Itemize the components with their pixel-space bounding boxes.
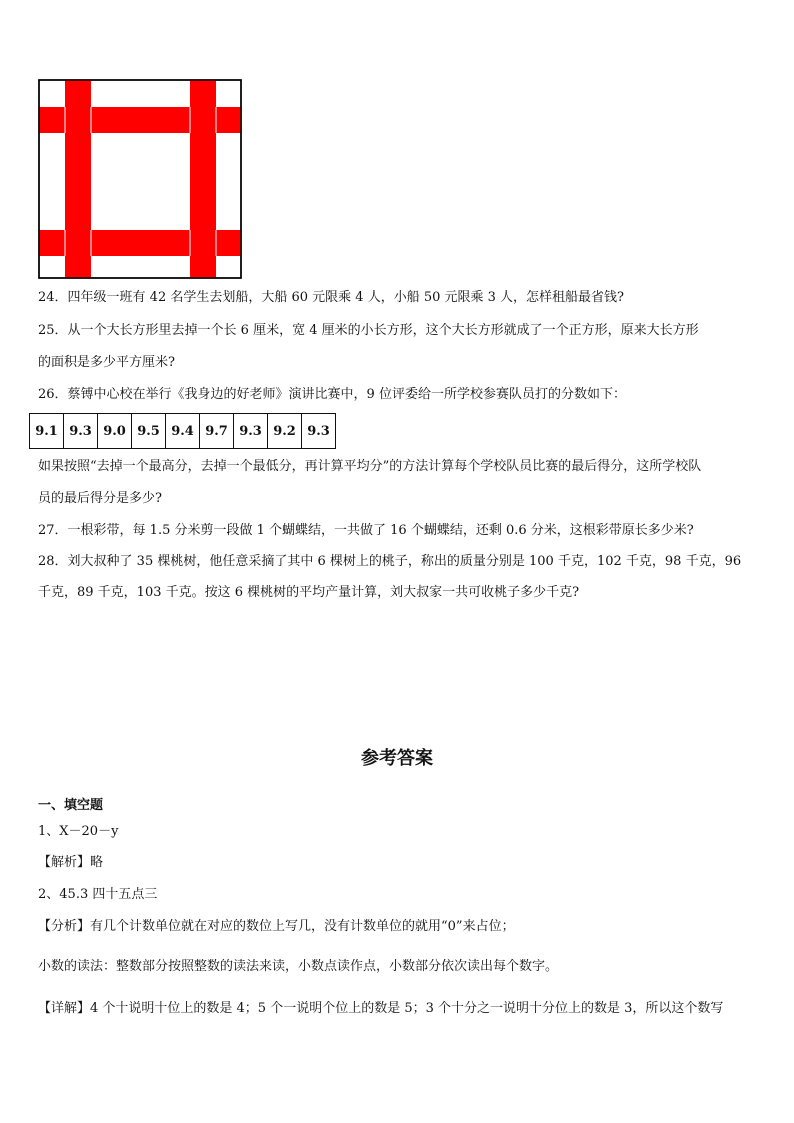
question-26-line-3: 员的最后得分是多少? [38, 491, 162, 506]
score-cell: 9.2 [268, 414, 302, 449]
answer-key-title: 参考答案 [361, 748, 433, 769]
score-cell: 9.7 [200, 414, 234, 449]
answer-1-analysis: 【解析】略 [38, 855, 104, 870]
question-28-line-1: 28．刘大叔种了 35 棵桃树，他任意采摘了其中 6 棵树上的桃子，称出的质量分别是 100 千克，102 千克，98 千克，96 [38, 554, 742, 569]
score-cell: 9.3 [234, 414, 268, 449]
answer-2-analysis: 【分析】有几个计数单位就在对应的数位上写几，没有计数单位的就用“0”来占位； [38, 919, 515, 934]
score-row [30, 414, 336, 449]
answer-2: 2、45.3 四十五点三 [38, 887, 158, 902]
section-heading-fill-in: 一、填空题 [38, 798, 104, 813]
question-24: 24．四年级一班有 42 名学生去划船，大船 60 元限乘 4 人，小船 50 元限乘 3 人，怎样租船最省钱? [38, 290, 625, 305]
score-cell: 9.0 [98, 414, 132, 449]
score-cell: 9.3 [302, 414, 336, 449]
score-cell: 9.5 [132, 414, 166, 449]
left-vertical-strip [65, 80, 91, 278]
score-cell: 9.4 [166, 414, 200, 449]
score-cell: 9.1 [30, 414, 64, 449]
answer-2-detail: 【详解】4 个十说明十位上的数是 4；5 个一说明个位上的数是 5；3 个十分之一说明十分位上的数是 3，所以这个数写 [38, 1001, 724, 1016]
question-27: 27．一根彩带，每 1.5 分米剪一段做 1 个蝴蝶结，一共做了 16 个蝴蝶结，还剩 0.6 分米，这根彩带原长多少米? [38, 523, 694, 538]
question-26-line-2: 如果按照“去掉一个最高分，去掉一个最低分，再计算平均分”的方法计算每个学校队员比赛的最后得分，这所学校队 [38, 459, 702, 474]
red-strips-square-figure [38, 79, 242, 279]
answer-1: 1、X－20－y [38, 824, 119, 839]
right-vertical-strip [190, 80, 216, 278]
score-table [29, 413, 336, 449]
question-26: 26．蔡镈中心校在举行《我身边的好老师》演讲比赛中，9 位评委给一所学校参赛队员打的分数如下： [38, 387, 626, 402]
score-cell: 9.3 [64, 414, 98, 449]
question-25-line-2: 的面积是多少平方厘米? [38, 355, 175, 370]
question-28-line-2: 千克，89 千克，103 千克。按这 6 棵桃树的平均产量计算，刘大叔家一共可收桃子多少千克? [38, 585, 580, 600]
answer-2-reading-rule: 小数的读法：整数部分按照整数的读法来读，小数点读作点，小数部分依次读出每个数字。 [38, 959, 559, 974]
question-25-line-1: 25．从一个大长方形里去掉一个长 6 厘米，宽 4 厘米的小长方形，这个大长方形就成了一个正方形，原来大长方形 [38, 323, 699, 338]
